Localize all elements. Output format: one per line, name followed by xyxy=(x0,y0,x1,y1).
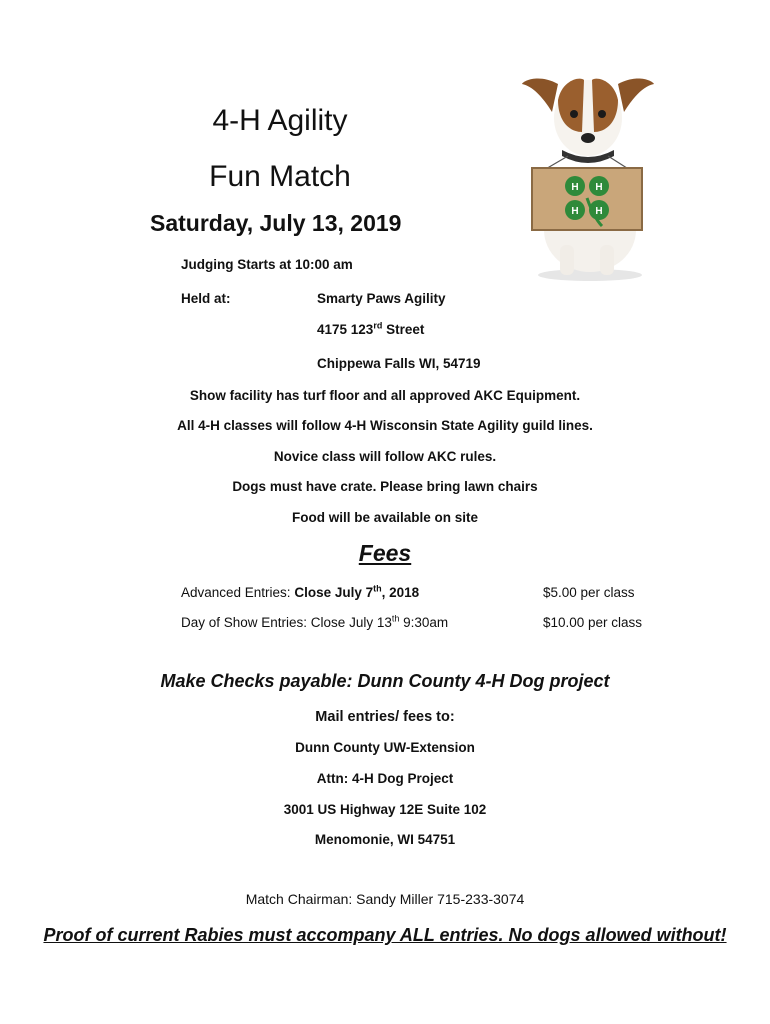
dog-with-4h-sign-image xyxy=(518,70,656,285)
fee-advanced-entries xyxy=(181,585,419,600)
fee-dayof-sup: th xyxy=(391,613,400,624)
street-name: Street xyxy=(382,322,425,337)
mail-address-line-4: Menomonie, WI 54751 xyxy=(314,832,456,847)
mail-address-line-3: 3001 US Highway 12E Suite 102 xyxy=(283,802,487,817)
fee-advanced-label: Advanced Entries: xyxy=(181,585,295,600)
note-guidelines: All 4-H classes will follow 4-H Wisconsin State Agility guild lines. xyxy=(177,418,593,433)
venue-city: Chippewa Falls WI, 54719 xyxy=(317,356,481,371)
title-line-2: Fun Match xyxy=(209,160,351,193)
note-crate: Dogs must have crate. Please bring lawn chairs xyxy=(232,479,538,494)
fee-advanced-close: Close July 7 xyxy=(294,585,374,600)
svg-text:H: H xyxy=(571,182,579,193)
street-suffix: rd xyxy=(373,320,383,331)
venue-name: Smarty Paws Agility xyxy=(317,291,446,306)
checks-payable: Make Checks payable: Dunn County 4-H Dog project xyxy=(160,671,610,691)
judging-start: Judging Starts at 10:00 am xyxy=(181,257,353,272)
note-novice: Novice class will follow AKC rules. xyxy=(273,449,497,464)
svg-text:H: H xyxy=(595,182,603,193)
rabies-proof-notice: Proof of current Rabies must accompany ALL entries. No dogs allowed without! xyxy=(43,925,727,945)
fee-day-of-show xyxy=(181,615,448,630)
note-food: Food will be available on site xyxy=(291,510,479,525)
svg-text:H: H xyxy=(571,206,579,217)
fee-advanced-price: $5.00 per class xyxy=(543,585,635,600)
held-at-label: Held at: xyxy=(181,291,231,306)
fee-dayof-time: 9:30am xyxy=(399,615,449,630)
fees-heading: Fees xyxy=(358,540,412,566)
fee-dayof-price: $10.00 per class xyxy=(543,615,643,630)
mail-entries-label: Mail entries/ fees to: xyxy=(315,709,455,725)
fee-advanced-year: , 2018 xyxy=(381,585,420,600)
match-chairman: Match Chairman: Sandy Miller 715-233-3074 xyxy=(245,891,525,907)
fee-dayof-label: Day of Show Entries: Close July 13 xyxy=(181,615,392,630)
venue-street xyxy=(317,322,424,337)
svg-text:H: H xyxy=(595,206,603,217)
event-date: Saturday, July 13, 2019 xyxy=(150,210,402,236)
title-line-1: 4-H Agility xyxy=(212,104,348,137)
note-facility: Show facility has turf floor and all approved AKC Equipment. xyxy=(189,388,581,403)
mail-address-line-2: Attn: 4-H Dog Project xyxy=(316,771,454,786)
street-number: 4175 123 xyxy=(317,322,374,337)
mail-address-line-1: Dunn County UW-Extension xyxy=(295,740,475,755)
fee-advanced-sup: th xyxy=(373,583,382,594)
